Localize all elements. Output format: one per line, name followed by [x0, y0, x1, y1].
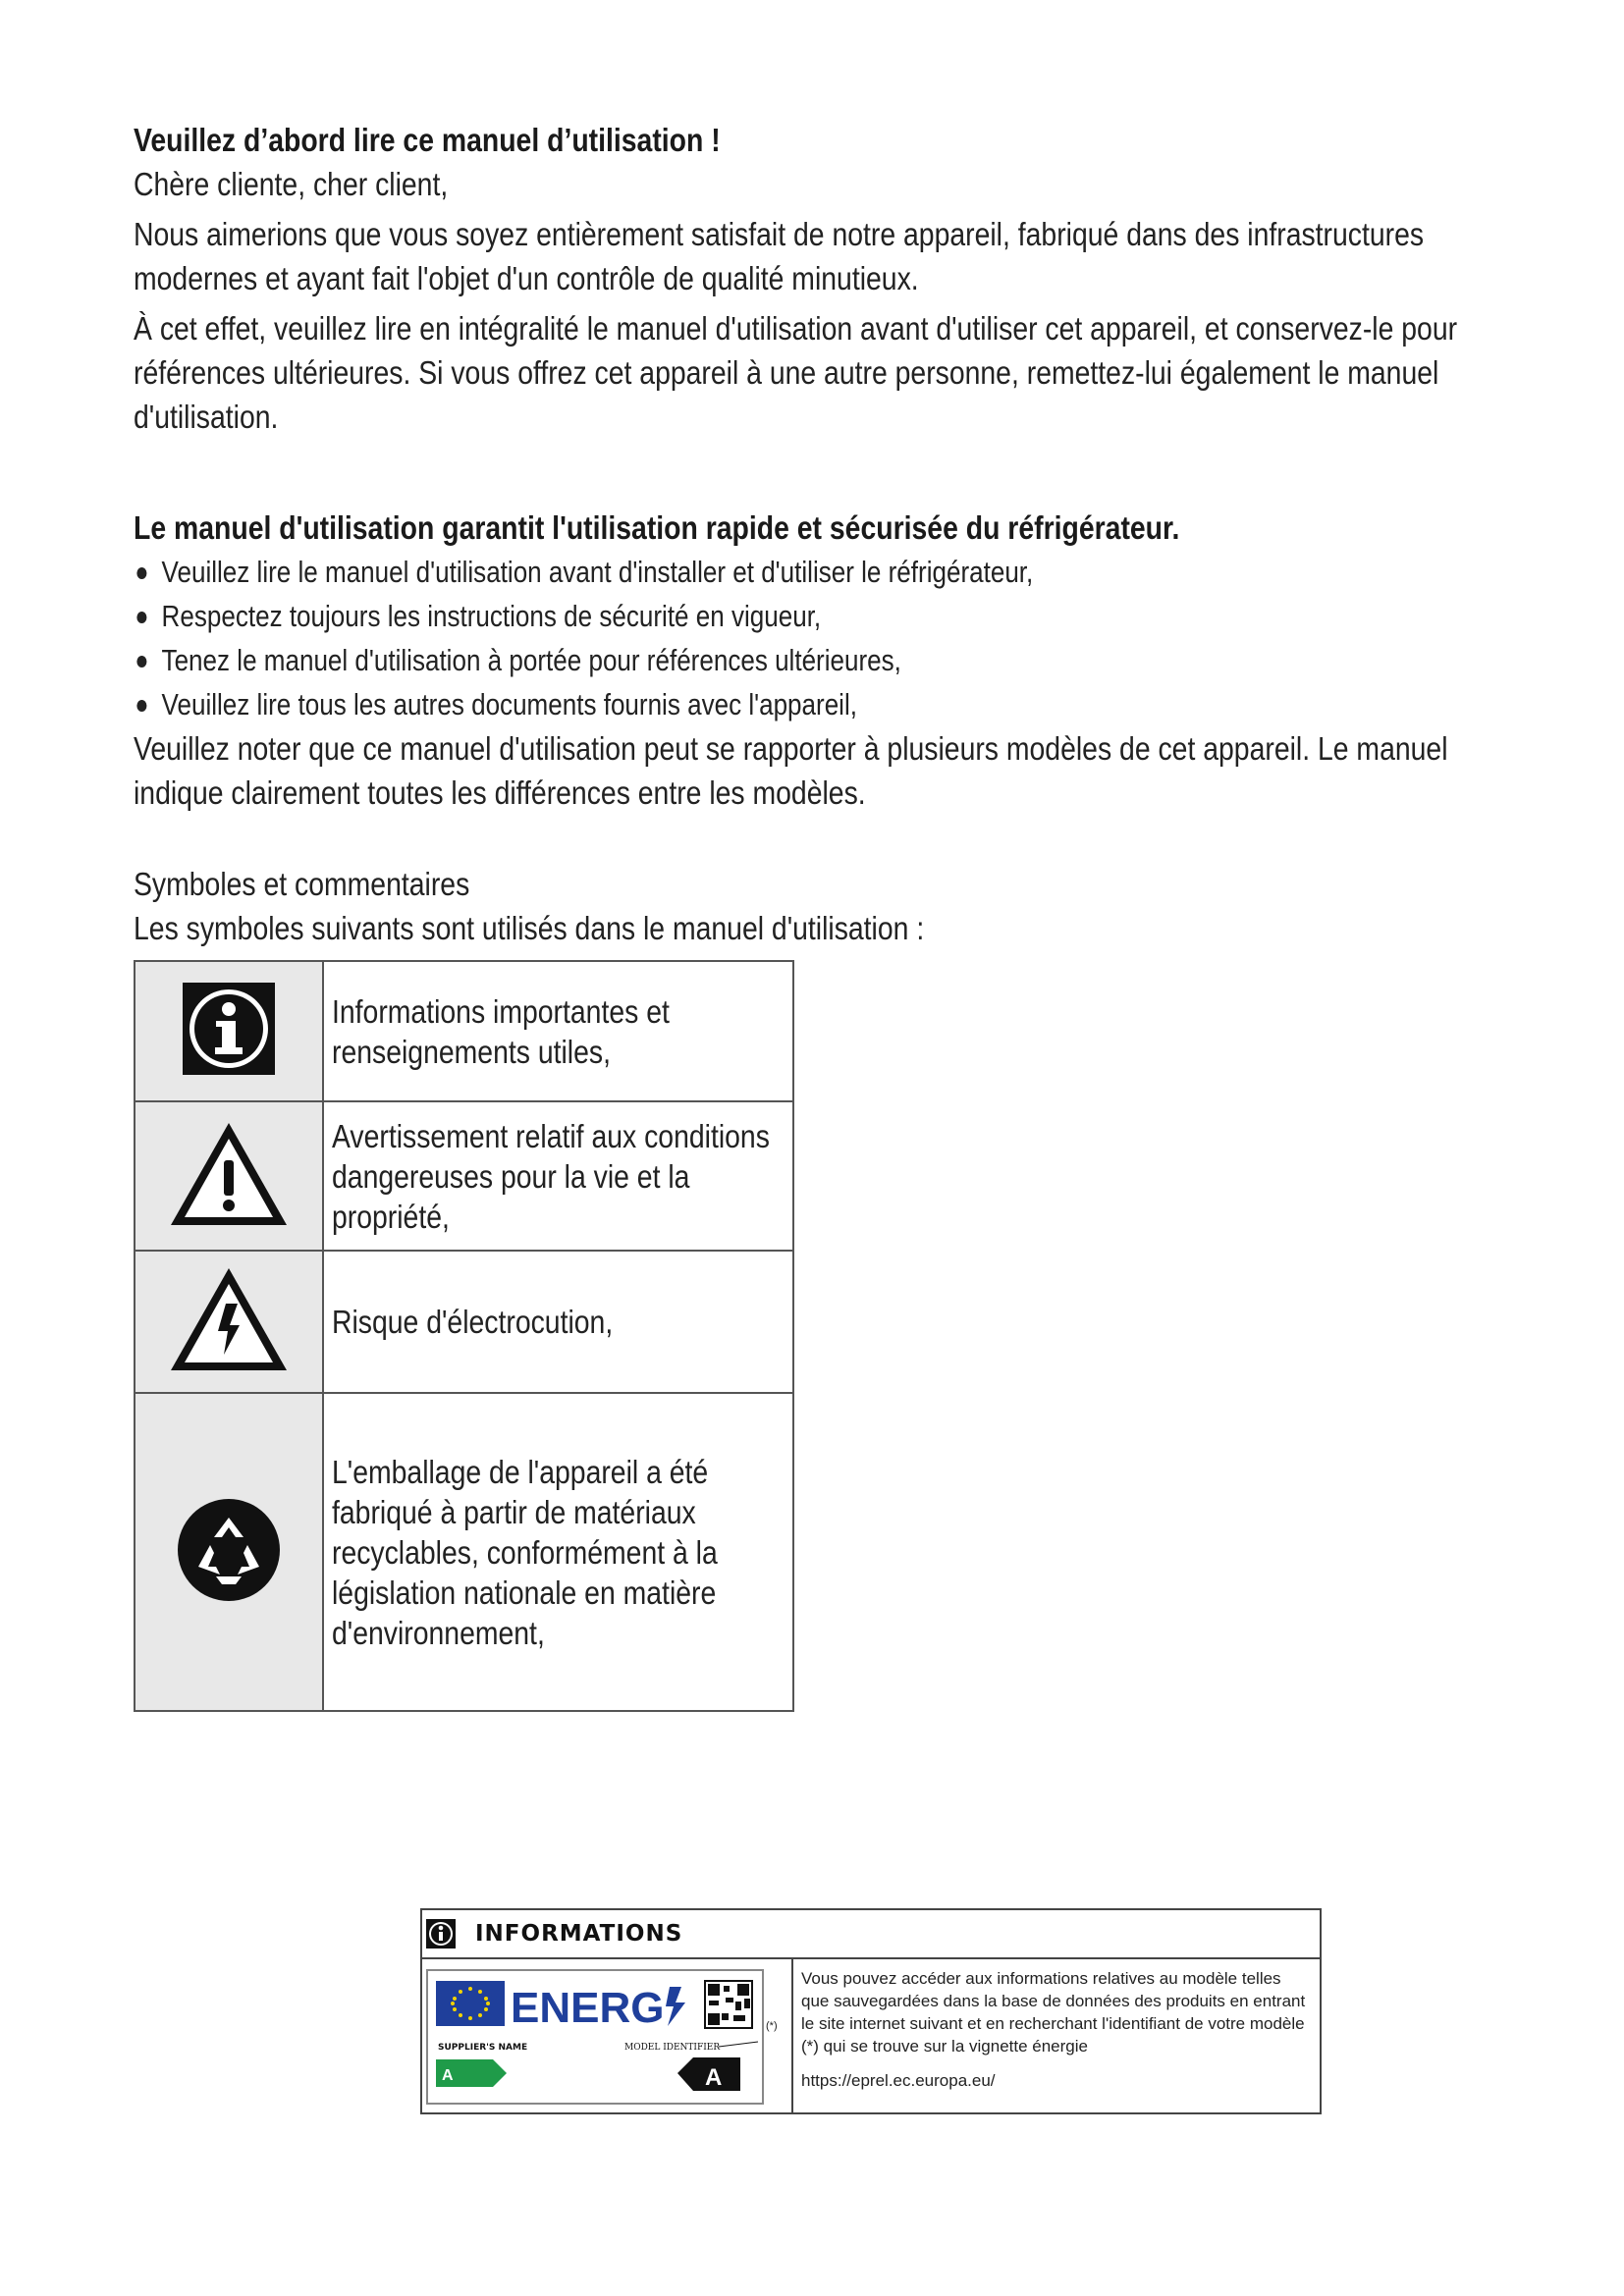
intro-heading: Veuillez d’abord lire ce manuel d’utilisation ! — [134, 122, 721, 158]
bullet-dot — [136, 700, 146, 712]
symbol-description: Risque d'électrocution, — [332, 1304, 614, 1340]
informations-box — [420, 1908, 1322, 2114]
symbol-row — [135, 1101, 793, 1251]
energy-class-left: A — [442, 2067, 454, 2084]
intro-paragraph-2: À cet effet, veuillez lire en intégralité le manuel d'utilisation avant d'utiliser cet appareil, et conservez-le pour références ultérieures. Si vous offrez cet appareil à une autre personne, remettez-lui également le manuel d'utilisation. — [134, 310, 1458, 435]
symbol-text-cell — [323, 1101, 793, 1251]
energy-label-area — [422, 1959, 793, 2112]
symbol-text-cell — [323, 1251, 793, 1393]
qr-code — [705, 1981, 752, 2028]
model-identifier-label: MODEL IDENTIFIER — [624, 2043, 721, 2053]
symbol-text-cell — [323, 961, 793, 1101]
energy-brand: ENERG — [511, 1984, 665, 2032]
bullet-dot — [136, 567, 146, 579]
informations-text-area — [793, 1959, 1320, 2112]
bullet-item: Tenez le manuel d'utilisation à portée pour références ultérieures, — [134, 638, 1536, 682]
informations-title: INFORMATIONS — [475, 1921, 683, 1947]
energy-label-graphic — [428, 1971, 762, 2103]
intro-greeting: Chère cliente, cher client, — [134, 166, 449, 202]
info-icon — [426, 1919, 456, 1949]
symbol-icon-cell — [135, 1251, 323, 1393]
energy-bolt — [666, 1987, 685, 2026]
bullet-item: Respectez toujours les instructions de sécurité en vigueur, — [134, 594, 1536, 638]
informations-header — [422, 1910, 1320, 1959]
symbol-description: Avertissement relatif aux conditions dangereuses pour la vie et la propriété, — [332, 1117, 770, 1235]
symbols-intro: Les symboles suivants sont utilisés dans le manuel d'utilisation : — [134, 910, 925, 946]
eprel-link[interactable]: https://eprel.ec.europa.eu/ — [801, 2071, 996, 2090]
electric-shock-icon — [167, 1264, 291, 1374]
symbol-icon-cell — [135, 961, 323, 1101]
symbol-row — [135, 1251, 793, 1393]
supplier-name-label: SUPPLIER'S NAME — [438, 2043, 528, 2053]
bullet-dot — [136, 612, 146, 623]
warning-icon — [167, 1119, 291, 1229]
bullet-item: Veuillez lire le manuel d'utilisation avant d'installer et d'utiliser le réfrigérateur, — [134, 550, 1536, 594]
manual-heading: Le manuel d'utilisation garantit l'utilisation rapide et sécurisée du réfrigérateur. — [134, 509, 1180, 546]
symbol-icon-cell — [135, 1393, 323, 1711]
symbol-row — [135, 961, 793, 1101]
symbol-row — [135, 1393, 793, 1711]
manual-note: Veuillez noter que ce manuel d'utilisation peut se rapporter à plusieurs modèles de cet appareil. Le manuel indique clairement toutes les différences entre les modèles. — [134, 730, 1448, 811]
recycle-icon — [177, 1498, 281, 1602]
page-content — [134, 118, 1508, 950]
info-icon — [183, 983, 275, 1075]
bullet-dot — [136, 656, 146, 667]
model-identifier-marker: (*) — [766, 2020, 778, 2032]
symbols-heading: Symboles et commentaires — [134, 866, 470, 902]
symbol-description: L'emballage de l'appareil a été fabriqué à partir de matériaux recyclables, conformément à la législation nationale en matière d'environnement, — [332, 1453, 718, 1651]
manual-bullet-list — [134, 550, 1508, 726]
energy-label — [426, 1969, 764, 2105]
intro-paragraph-1: Nous aimerions que vous soyez entièrement satisfait de notre appareil, fabriqué dans des infrastructures modernes et ayant fait l'objet d'un contrôle de qualité minutieux. — [134, 216, 1425, 296]
bullet-item: Veuillez lire tous les autres documents fournis avec l'appareil, — [134, 682, 1536, 726]
symbol-icon-cell — [135, 1101, 323, 1251]
informations-text: Vous pouvez accéder aux informations relatives au modèle telles que sauvegardées dans la base de données des produits en entrant le site internet suivant et en recherchant l'identifiant de votre modèle (*) qui se trouve sur la vignette énergie — [801, 1969, 1306, 2056]
energy-class-right: A — [705, 2064, 723, 2091]
symbol-text-cell — [323, 1393, 793, 1711]
symbols-table — [134, 960, 794, 1712]
symbol-description: Informations importantes et renseignements utiles, — [332, 992, 670, 1070]
